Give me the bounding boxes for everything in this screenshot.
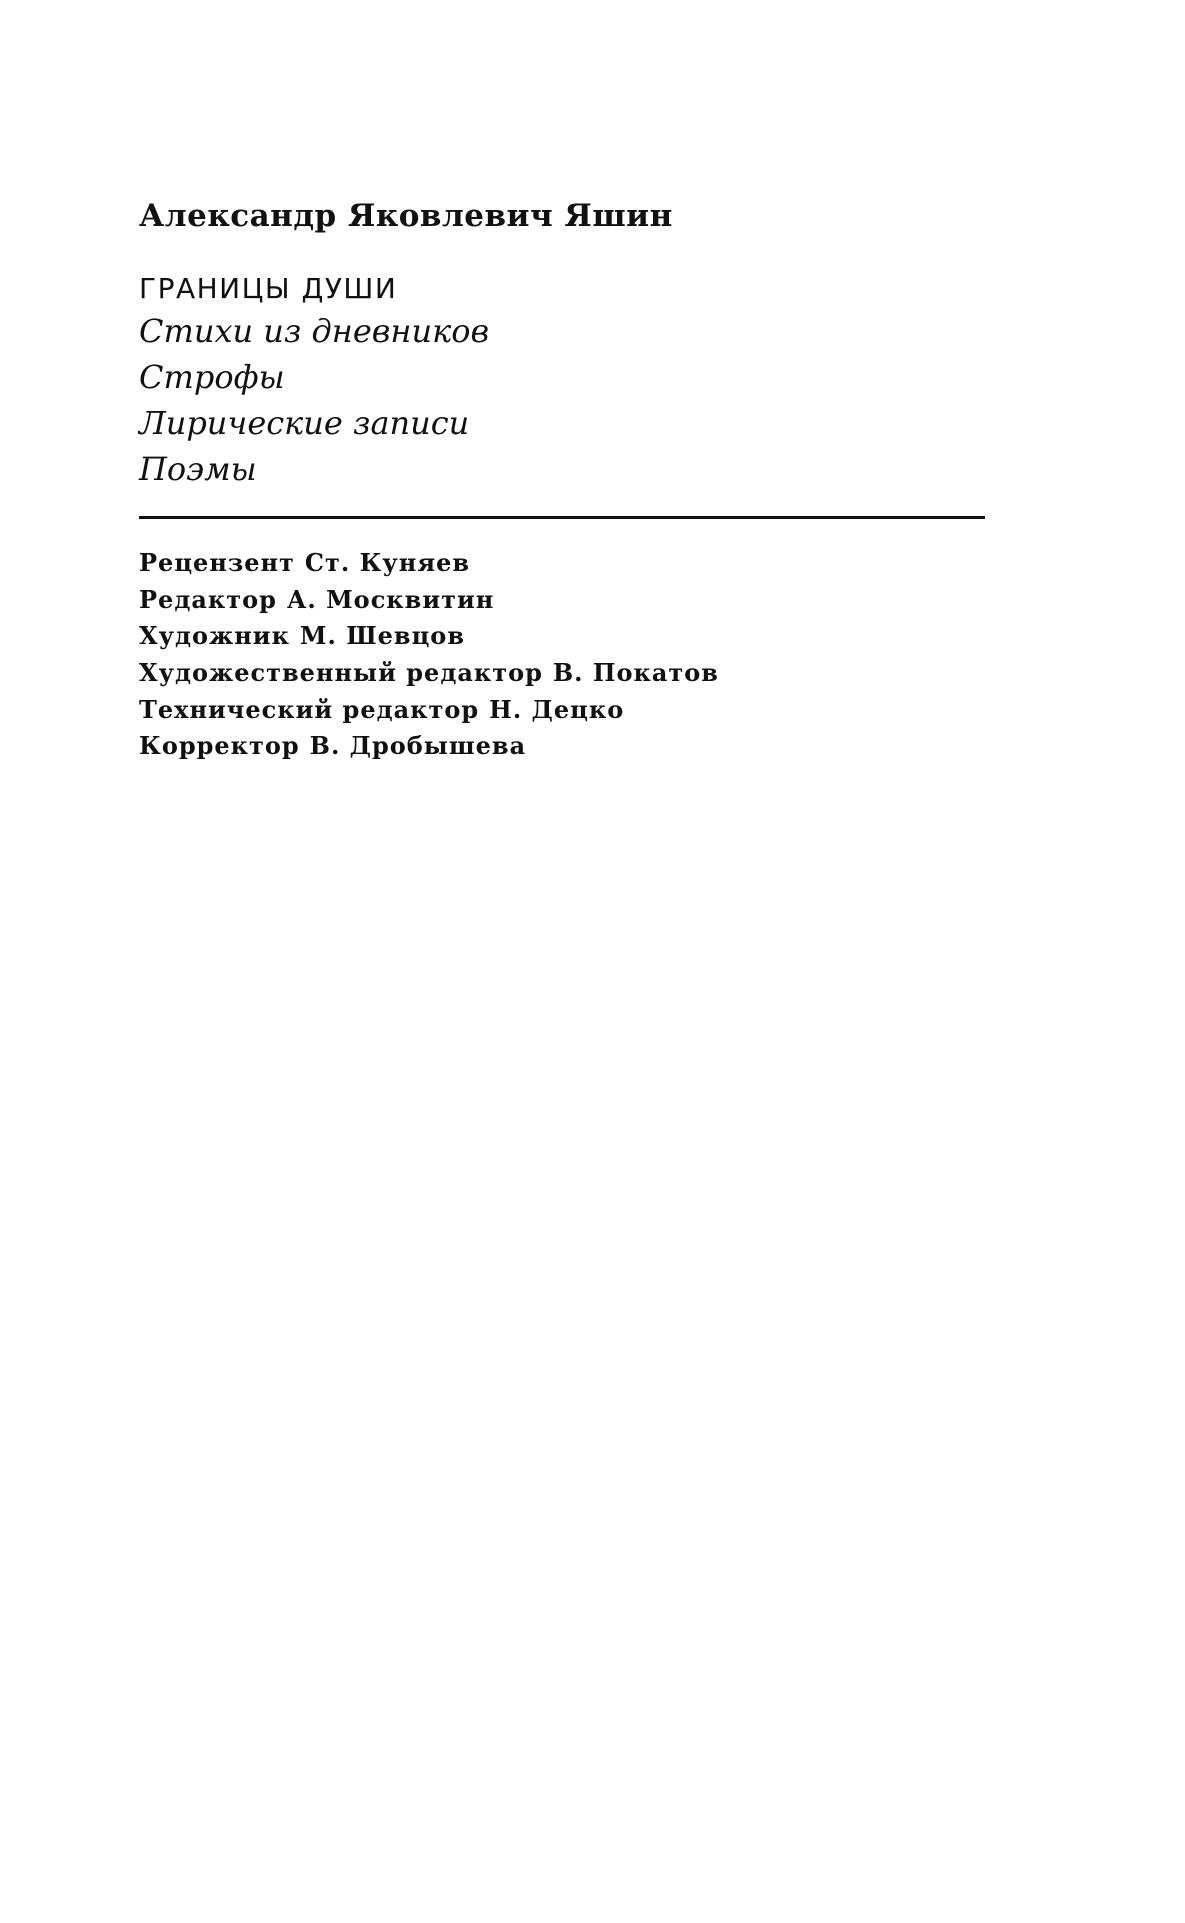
credit-line: [139, 692, 719, 729]
book-title: ГРАНИЦЫ ДУШИ: [139, 272, 398, 305]
credits-list: [139, 545, 719, 765]
credit-role: Корректор: [139, 731, 300, 761]
credit-line: [139, 618, 719, 655]
subtitle-item: Лирические записи: [139, 404, 470, 442]
credit-line: [139, 655, 719, 692]
subtitle-item: Стихи из дневников: [139, 312, 490, 350]
credit-role: Художественный редактор: [139, 658, 543, 688]
credit-line: [139, 582, 719, 619]
credit-person: Н. Децко: [489, 694, 625, 724]
subtitle-item: Поэмы: [139, 450, 257, 488]
credit-role: Технический редактор: [139, 694, 480, 724]
subtitle-list: [139, 308, 489, 492]
credit-person: А. Москвитин: [286, 584, 495, 614]
credit-role: Рецензент: [139, 548, 295, 577]
credit-person: Ст. Куняев: [304, 548, 471, 577]
credit-line: [139, 545, 719, 582]
credit-line: [139, 728, 719, 765]
credit-role: Художник: [139, 621, 290, 651]
credit-person: М. Шевцов: [299, 621, 465, 651]
subtitle-item: Строфы: [139, 358, 285, 396]
credit-person: В. Дробышева: [309, 731, 527, 761]
horizontal-divider: [139, 516, 985, 519]
credit-person: В. Покатов: [552, 658, 719, 688]
credit-role: Редактор: [139, 584, 277, 614]
author-name: Александр Яковлевич Яшин: [139, 198, 673, 234]
